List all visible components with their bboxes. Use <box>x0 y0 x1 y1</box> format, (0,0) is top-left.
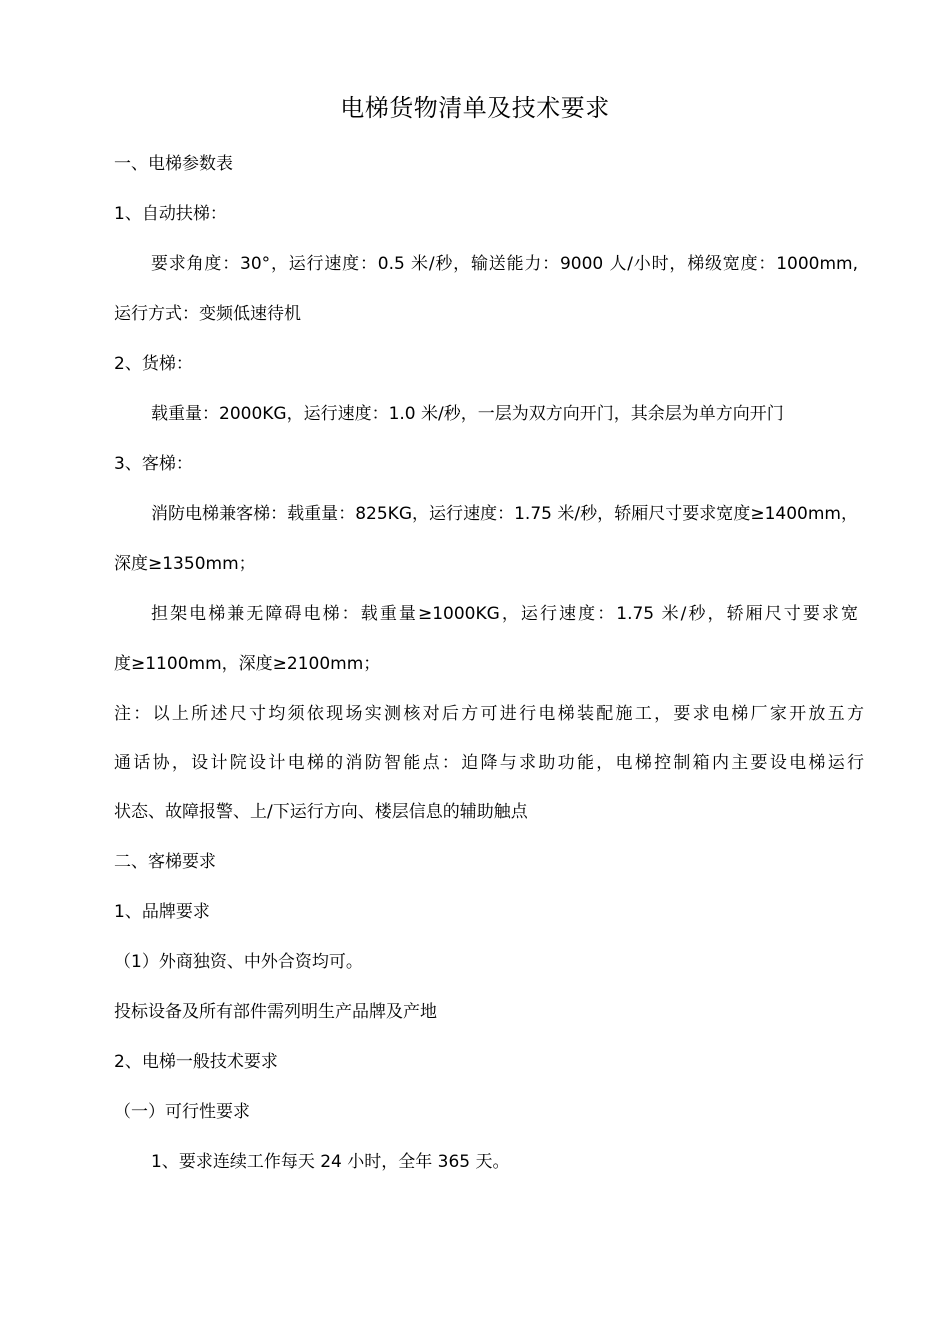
paragraph-freight-specs: 载重量：2000KG，运行速度：1.0 米/秒，一层为双方向开门，其余层为单方向开门 <box>151 404 784 424</box>
section-heading-elevator-params: 一、电梯参数表 <box>114 154 233 174</box>
document-title: 电梯货物清单及技术要求 <box>340 94 610 122</box>
subheading-passenger-elevator: 3、客梯： <box>114 454 193 474</box>
list-item-continuous-operation: 1、要求连续工作每天 24 小时，全年 365 天。 <box>151 1152 510 1172</box>
note-paragraph-line-3: 状态、故障报警、上/下运行方向、楼层信息的辅助触点 <box>114 802 528 822</box>
paragraph-fire-elevator-specs-cont: 深度≥1350mm； <box>114 554 256 574</box>
paragraph-brand-origin: 投标设备及所有部件需列明生产品牌及产地 <box>114 1002 437 1022</box>
section-heading-passenger-requirements: 二、客梯要求 <box>114 852 216 872</box>
paragraph-fire-elevator-specs: 消防电梯兼客梯：载重量：825KG，运行速度：1.75 米/秒，轿厢尺寸要求宽度≥1400mm， <box>151 504 858 524</box>
subheading-brand-requirements: 1、品牌要求 <box>114 902 210 922</box>
note-paragraph-line-1: 注：以上所述尺寸均须依现场实测核对后方可进行电梯装配施工，要求电梯厂家开放五方 <box>114 704 864 724</box>
list-item-ownership: （1）外商独资、中外合资均可。 <box>114 952 363 972</box>
paragraph-escalator-specs: 要求角度：30°，运行速度：0.5 米/秒，输送能力：9000 人/小时，梯级宽度：1000mm, <box>151 254 858 274</box>
subheading-general-tech-requirements: 2、电梯一般技术要求 <box>114 1052 278 1072</box>
subheading-feasibility: （一）可行性要求 <box>114 1102 250 1122</box>
subheading-freight-elevator: 2、货梯： <box>114 354 193 374</box>
paragraph-escalator-specs-cont: 运行方式：变频低速待机 <box>114 304 301 324</box>
paragraph-stretcher-elevator-specs: 担架电梯兼无障碍电梯：载重量≥1000KG，运行速度：1.75 米/秒，轿厢尺寸要求宽 <box>151 604 858 624</box>
paragraph-stretcher-elevator-specs-cont: 度≥1100mm，深度≥2100mm； <box>114 654 381 674</box>
subheading-escalator: 1、自动扶梯： <box>114 204 227 224</box>
note-paragraph-line-2: 通话协，设计院设计电梯的消防智能点：迫降与求助功能，电梯控制箱内主要设电梯运行 <box>114 753 864 773</box>
